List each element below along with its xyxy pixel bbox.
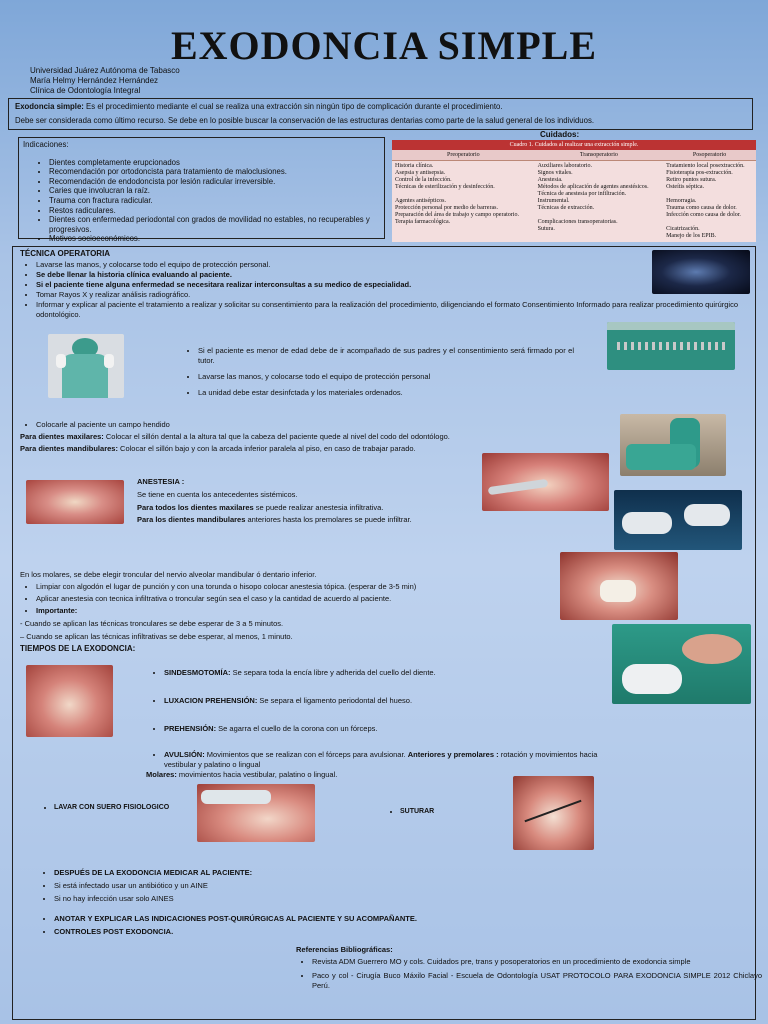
postop-indications-item: • ANOTAR Y EXPLICAR LAS INDICACIONES POST-QUIRÚRGICAS AL PACIENTE Y SU ACOMPAÑANTE.	[54, 914, 614, 924]
definition-label: Exodoncia simple:	[15, 102, 84, 111]
care-post-item: Infección como causa de dolor.	[666, 212, 741, 218]
university-name: Universidad Juárez Autónoma de Tabasco	[30, 66, 180, 75]
indications-heading: Indicaciones:	[23, 140, 69, 149]
wash-item	[38, 804, 169, 811]
anesthesia-syringe-photo	[482, 453, 609, 511]
anesthesia-mandibular-label: Para los dientes mandibulares	[137, 515, 246, 524]
step-anteriors-text: rotación y movimientos hacia vestibular y palatino o lingual	[164, 750, 598, 769]
care-pre-item	[395, 191, 532, 198]
preparation-item: • Lavarse las manos, y colocarse todo el equipo de protección personal	[198, 372, 574, 382]
care-table-title: Cuadro 1. Cuidados al realizar una extracción simple.	[392, 140, 756, 150]
care-pre-item: Agentes antisépticos.	[395, 198, 446, 204]
anesthesia-heading: ANESTESIA :	[137, 477, 185, 486]
care-post-item	[666, 191, 753, 198]
care-trans-item: Instrumental.	[537, 198, 570, 204]
care-trans-item: Auxiliares laboratorio.	[537, 163, 592, 169]
institution-block	[30, 66, 180, 96]
nsaid-item: • Si no hay infección usar solo AINES	[54, 894, 614, 904]
saline-irrigation-photo	[197, 784, 315, 842]
split-field-item: • Colocarle al paciente un campo hendido	[36, 420, 170, 430]
care-post-item: Fisioterapia pos-extracción.	[666, 170, 733, 176]
step-prehension	[164, 724, 604, 734]
suture-label: • SUTURAR	[400, 808, 434, 815]
step-luxation	[164, 696, 604, 706]
indication-item: • Caries que involucran la raíz.	[49, 186, 380, 196]
xray-photo	[652, 250, 750, 294]
care-trans-item: Signos vitales.	[537, 170, 573, 176]
forceps-hands-photo	[612, 624, 751, 704]
gum-incision-photo	[26, 665, 113, 737]
care-trans-cell	[535, 161, 663, 243]
care-heading: Cuidados:	[540, 130, 580, 139]
preparation-list	[182, 346, 574, 398]
mouth-photo	[26, 480, 124, 524]
technique-item: • Informar y explicar al paciente el tratamiento a realizar y solicitar su consentimiento para la realización del procedimiento, diligenciando el formato Consentimiento Informado para realizar procedimiento quirúrgico odontológico.	[36, 300, 768, 320]
indication-item: • Restos radiculares.	[49, 206, 380, 216]
refs-heading: Referencias Bibliográficas:	[296, 945, 393, 954]
technique-item: • Lavarse las manos, y colocarse todo el equipo de protección personal.	[36, 260, 768, 270]
step-syndesmotomy	[164, 668, 604, 678]
times-heading: TIEMPOS DE LA EXODONCIA:	[20, 644, 136, 653]
maxillary-label: Para dientes maxilares:	[20, 432, 104, 441]
care-post-item: Trauma como causa de dolor.	[666, 205, 737, 211]
reference-item: • Paco y col - Cirugía Buco Máxilo Facial - Escuela de Odontología USAT PROTOCOLO PARA EXODONCIA SIMPLE 2012 Chiclayo Perú.	[312, 971, 762, 991]
care-col-post: Posoperatorio	[663, 150, 756, 161]
important-item: • Importante:	[36, 606, 576, 616]
molar-extraction-photo	[560, 552, 678, 620]
indication-item: • Recomendación por ortodoncista para tratamiento de maloclusiones.	[49, 167, 380, 177]
controls-item: • CONTROLES POST EXODONCIA.	[54, 927, 614, 937]
step-anteriors-label: Anteriores y premolares :	[407, 750, 499, 759]
last-resort-text: Debe ser considerada como último recurso. Se debe en lo posible buscar la conservación de las estructuras dentarias como parte de la salud general de los individuos.	[15, 116, 595, 125]
after-list	[38, 868, 614, 937]
technique-heading: TÉCNICA OPERATORIA	[20, 249, 111, 258]
anesthesia-mandibular-text: anteriores hasta los premolares se puede infiltrar.	[245, 515, 412, 524]
preparation-item: • Si el paciente es menor de edad debe de ir acompañado de sus padres y el consentimiento será firmado por el tutor.	[198, 346, 574, 366]
anesthesia-maxillary	[137, 503, 383, 513]
care-post-item: Hemorragia.	[666, 198, 697, 204]
care-pre-cell	[392, 161, 535, 243]
molars-movement	[146, 770, 337, 780]
molars-movement-label: Molares:	[146, 770, 177, 779]
care-pre-item: Protección personal por medio de barreras.	[395, 205, 498, 211]
anesthesia-history: Se tiene en cuenta los antecedentes sistémicos.	[137, 490, 298, 499]
care-pre-item: Historia clínica.	[395, 163, 434, 169]
care-post-item: Tratamiento local posextracción.	[666, 163, 745, 169]
instruments-tray-photo	[607, 322, 735, 370]
care-trans-item: Técnicas de extracción.	[537, 205, 595, 211]
care-post-item	[666, 219, 753, 226]
step-luxation-label: LUXACION PREHENSIÓN:	[164, 696, 258, 705]
step-syndesmotomy-text: Se separa toda la encía libre y adherida del cuello del diente.	[230, 668, 436, 677]
anesthesia-maxillary-text: se puede realizar anestesia infiltrativa.	[253, 503, 384, 512]
step-syndesmotomy-label: SINDESMOTOMÍA:	[164, 668, 231, 677]
antibiotic-item: • Si está infectado usar un antibiótico y un AINE	[54, 881, 614, 891]
anesthesia-maxillary-label: Para todos los dientes maxilares	[137, 503, 254, 512]
technique-item: • Tomar Rayos X y realizar análisis radiográfico.	[36, 290, 768, 300]
step-luxation-text: Se separa el ligamento periodontal del hueso.	[257, 696, 413, 705]
step-avulsion-label: AVULSIÓN:	[164, 750, 205, 759]
maxillary-text: Colocar el sillón dental a la altura tal que la cabeza del paciente quede al nivel del codo del odontólogo.	[103, 432, 450, 441]
indication-item: • Trauma con fractura radicular.	[49, 196, 380, 206]
dentist-gown-photo	[48, 334, 124, 398]
patient-draped-photo	[620, 414, 726, 476]
step-avulsion-text: Movimientos que se realizan con el fórceps para avulsionar.	[204, 750, 408, 759]
mandibular-text: Colocar el sillón bajo y con la arcada inferior paralela al piso, en caso de trabajar parado.	[117, 444, 416, 453]
after-heading: • DESPUÉS DE LA EXODONCIA MEDICAR AL PACIENTE:	[54, 868, 614, 878]
care-pre-item: Terapia farmacológica.	[395, 219, 451, 225]
care-col-pre: Preoperatorio	[392, 150, 535, 161]
step-avulsion	[164, 750, 604, 770]
technique-item: • Se debe llenar la historia clínica evaluando al paciente.	[36, 270, 768, 280]
care-post-item: Manejo de los EPIB.	[666, 233, 717, 239]
preparation-item: • La unidad debe estar desinfctada y los materiales ordenados.	[198, 388, 574, 398]
author-name: María Helmy Hernández Hernández	[30, 76, 159, 85]
clinic-name: Clínica de Odontología Integral	[30, 86, 141, 95]
anesthesia-steps	[20, 582, 576, 616]
care-pre-item: Técnicas de esterilización y desinfección.	[395, 184, 495, 190]
indication-item: • Dientes completamente erupcionados	[49, 158, 380, 168]
wait-infiltrative: – Cuando se aplican las técnicas infiltrativas se debe esperar, al menos, 1 minuto.	[20, 632, 293, 641]
care-post-cell	[663, 161, 756, 243]
indication-item: • Recomendación de endodoncista por lesión radicular irreversible.	[49, 177, 380, 187]
definition-text: Es el procedimiento mediante el cual se realiza una extracción sin ningún tipo de complicación durante el procedimiento.	[83, 102, 503, 111]
reference-item: • Revista ADM Guerrero MO y cols. Cuidados pre, trans y posoperatorios en un procedimiento de exodoncia simple	[312, 957, 762, 967]
care-trans-item: Anestesia.	[537, 177, 563, 183]
extraction-steps	[148, 668, 604, 770]
refs-list	[296, 957, 762, 991]
care-col-trans: Transoperatorio	[535, 150, 663, 161]
apply-anesthesia-item: • Aplicar anestesia con tecnica infiltrativa o troncular según sea el caso y la cantidad de acuerdo al paciente.	[36, 594, 576, 604]
step-prehension-label: PREHENSIÓN:	[164, 724, 217, 733]
definition-box	[8, 98, 753, 130]
field-list	[20, 420, 170, 430]
step-prehension-text: Se agarra el cuello de la corona con un fórceps.	[216, 724, 378, 733]
indication-item: • Dientes con enfermedad periodontal con grados de movilidad no estables, no recuperables y progresivos.	[49, 215, 380, 234]
poster-title: EXODONCIA SIMPLE	[170, 23, 598, 68]
technique-item: • Si el paciente tiene alguna enfermedad se necesitara realizar interconsultas a su medico de especialidad.	[36, 280, 768, 290]
mandibular-label: Para dientes mandibulares:	[20, 444, 118, 453]
molars-text: En los molares, se debe elegir troncular del nervio alveolar mandibular ó dentario inferior.	[20, 570, 317, 579]
care-pre-item: Control de la infección.	[395, 177, 452, 183]
care-post-item: Osteítis séptica.	[666, 184, 705, 190]
gloved-hands-photo	[614, 490, 742, 550]
suture-item	[384, 808, 434, 815]
care-pre-item: Asepsia y antisepsia.	[395, 170, 446, 176]
care-post-item: Retiro puntos sutura.	[666, 177, 717, 183]
wash-label: • LAVAR CON SUERO FISIOLOGICO	[54, 804, 169, 811]
care-post-item: Cicatrización.	[666, 226, 700, 232]
anesthesia-mandibular	[137, 515, 412, 525]
care-trans-item	[538, 212, 660, 219]
care-table	[392, 140, 756, 240]
suture-photo	[513, 776, 594, 850]
topical-anesthesia-item: • Limpiar con algodón el lugar de punción y con una torunda o hisopo colocar anestesia tópica. (esperar de 3-5 min)	[36, 582, 576, 592]
maxillary-position	[20, 432, 610, 442]
care-trans-item: Técnica de anestesia por infiltración.	[537, 191, 627, 197]
care-trans-item: Sutura.	[537, 226, 555, 232]
indication-item: • Motivos socioeconómicos.	[49, 234, 380, 244]
care-pre-item: Preparación del área de trabajo y campo operatorio.	[395, 212, 519, 218]
care-trans-item: Métodos de aplicación de agentes anestésicos.	[537, 184, 649, 190]
molars-movement-text: movimientos hacia vestibular, palatino o lingual.	[176, 770, 338, 779]
care-trans-item: Complicaciones transoperatorias.	[537, 219, 618, 225]
indications-box	[18, 137, 385, 244]
wait-troncular: - Cuando se aplican las técnicas tronculares se debe esperar de 3 a 5 minutos.	[20, 619, 284, 628]
